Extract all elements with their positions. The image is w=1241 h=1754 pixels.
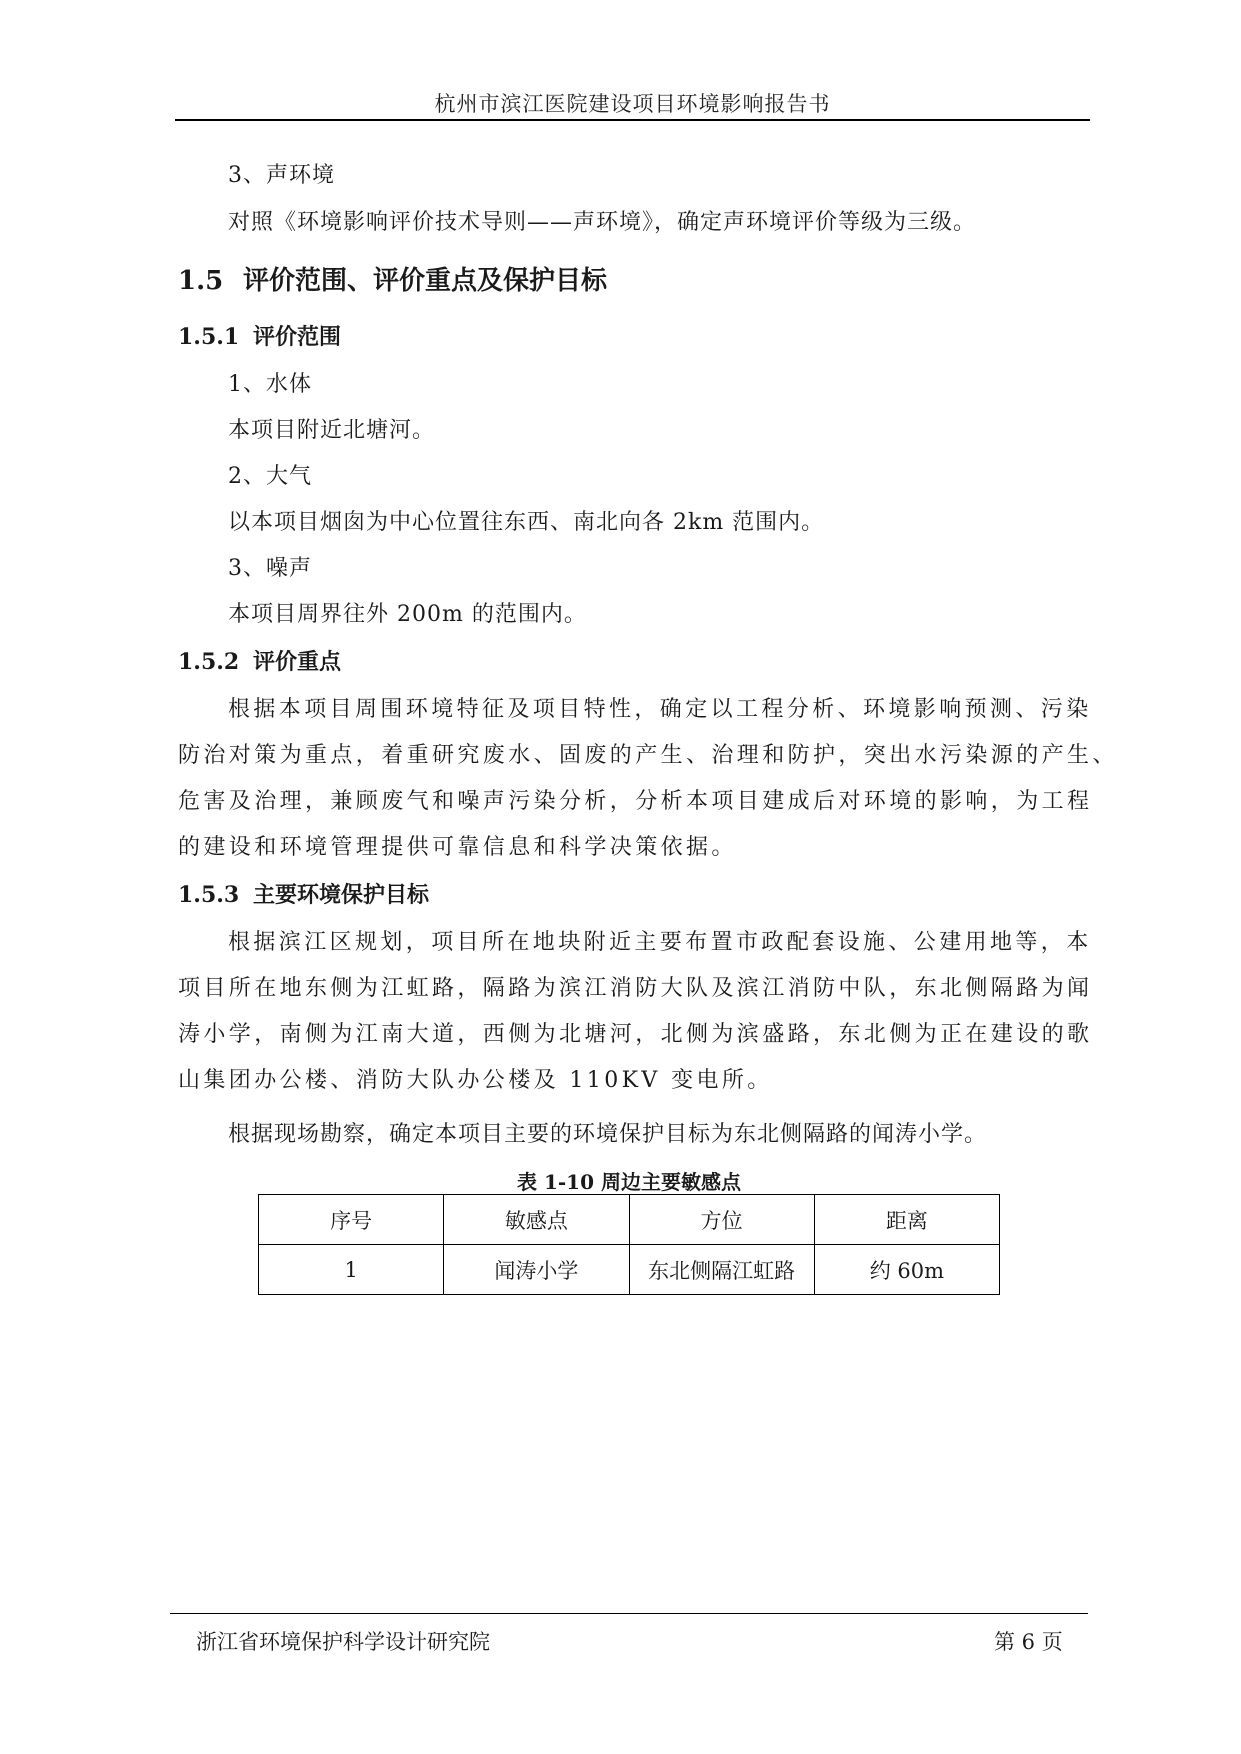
page-header-title: 杭州市滨江医院建设项目环境影响报告书	[434, 92, 831, 116]
table-header-row	[259, 1195, 1000, 1245]
table-cell: 1	[259, 1245, 444, 1295]
section-title: 主要环境保护目标	[253, 882, 430, 908]
table-header-cell: 序号	[259, 1195, 444, 1245]
focus-paragraph-line: 根据本项目周围环境特征及项目特性，确定以工程分析、环境影响预测、污染	[228, 697, 1092, 722]
section-number: 1.5.3	[178, 882, 240, 908]
section-title: 评价重点	[253, 649, 342, 675]
target-paragraph-line: 项目所在地东侧为江虹路，隔路为滨江消防大队及滨江消防中队，东北侧隔路为闻	[178, 976, 1093, 1001]
scope-item-text: 以本项目烟囱为中心位置往东西、南北向各 2km 范围内。	[228, 510, 825, 535]
footer-rule	[170, 1613, 1088, 1614]
section-1-5-1-heading	[178, 320, 341, 351]
section-number: 1.5.2	[178, 649, 240, 675]
table-cell: 闻涛小学	[444, 1245, 629, 1295]
footer-page-number: 第 6 页	[994, 1630, 1063, 1654]
focus-paragraph-line: 防治对策为重点，着重研究废水、固废的产生、治理和防护，突出水污染源的产生、	[178, 743, 1118, 768]
focus-paragraph-line: 危害及治理，兼顾废气和噪声污染分析，分析本项目建成后对环境的影响，为工程	[178, 789, 1093, 814]
section-1-5-2-heading	[178, 645, 341, 676]
sensitive-points-table	[258, 1194, 1000, 1295]
table-row	[259, 1245, 1000, 1295]
section-1-5-heading	[178, 260, 607, 297]
focus-paragraph-line: 的建设和环境管理提供可靠信息和科学决策依据。	[178, 835, 737, 860]
table-cell: 东北侧隔江虹路	[629, 1245, 814, 1295]
target-paragraph-line: 涛小学，南侧为江南大道，西侧为北塘河，北侧为滨盛路，东北侧为正在建设的歌	[178, 1022, 1093, 1047]
table-caption: 表 1-10 周边主要敏感点	[517, 1170, 741, 1194]
scope-item-label: 3、噪声	[228, 556, 312, 581]
scope-item-label: 2、大气	[228, 464, 312, 489]
target-paragraph-line: 根据滨江区规划，项目所在地块附近主要布置市政配套设施、公建用地等，本	[228, 930, 1092, 955]
section-title: 评价范围、评价重点及保护目标	[243, 266, 608, 296]
target-paragraph-line: 山集团办公楼、消防大队办公楼及 110KV 变电所。	[178, 1068, 773, 1093]
scope-item-label: 1、水体	[228, 372, 312, 397]
noise-item-label: 3、声环境	[228, 163, 335, 188]
table-header-cell: 距离	[814, 1195, 999, 1245]
noise-item-text: 对照《环境影响评价技术导则——声环境》，确定声环境评价等级为三级。	[228, 210, 977, 235]
header-rule	[175, 119, 1090, 121]
section-1-5-3-heading	[178, 878, 429, 909]
section-title: 评价范围	[253, 324, 342, 350]
section-number: 1.5	[178, 266, 224, 296]
target-summary: 根据现场勘察，确定本项目主要的环境保护目标为东北侧隔路的闻涛小学。	[228, 1122, 988, 1147]
table-cell: 约 60m	[814, 1245, 999, 1295]
scope-item-text: 本项目附近北塘河。	[228, 418, 436, 443]
section-number: 1.5.1	[178, 324, 240, 350]
table-header-cell: 方位	[629, 1195, 814, 1245]
footer-organization: 浙江省环境保护科学设计研究院	[196, 1630, 490, 1654]
table-header-cell: 敏感点	[444, 1195, 629, 1245]
scope-item-text: 本项目周界往外 200m 的范围内。	[228, 602, 587, 627]
